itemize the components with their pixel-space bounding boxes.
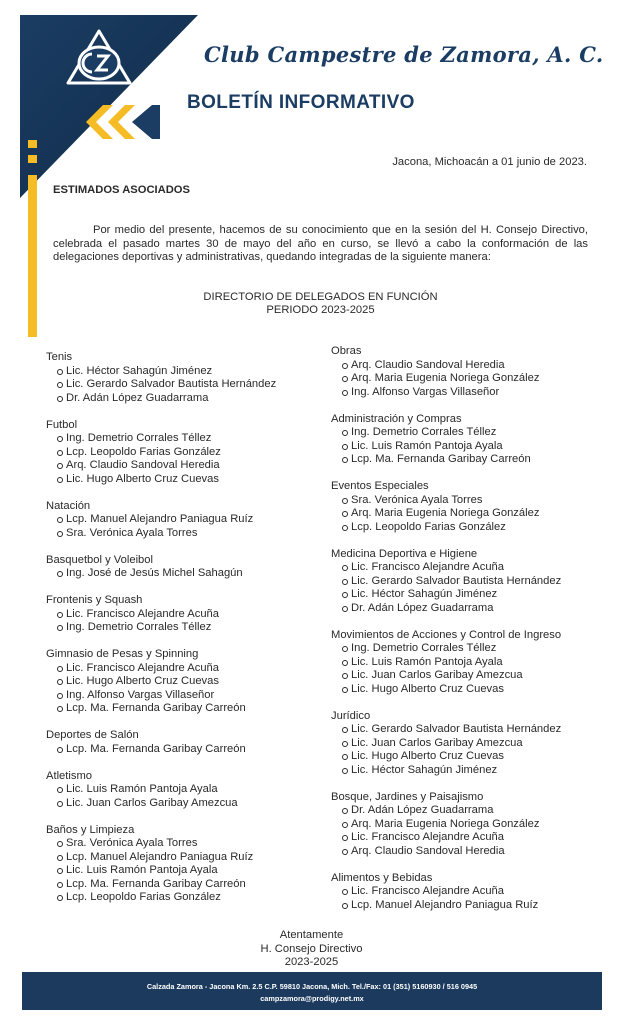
delegate-list-item: Ing. Demetrio Corrales Téllez [57,621,276,635]
delegate-list-item: Lcp. Ma. Fernanda Garibay Carreón [57,702,276,716]
delegate-list [331,885,561,912]
delegate-list-item: Lic. Francisco Alejandre Acuña [57,608,276,622]
delegate-list [46,365,276,406]
delegate-list-item: Arq. Claudio Sandoval Heredia [342,845,561,859]
intro-paragraph: Por medio del presente, hacemos de su conocimiento que en la sesión del H. Consejo Directivo, celebrada el pasado martes 30 de mayo del año en curso, se llevó a cabo la conformación de las delegaciones deportivas y administrativas, quedando integradas de la siguiente manera: [53,224,588,263]
directory-period: PERIODO 2023-2025 [266,304,375,316]
closing-period: 2023-2025 [284,956,339,968]
closing-line: Atentamente [279,929,344,941]
directory-title: DIRECTORIO DE DELEGADOS EN FUNCIÓN [203,291,438,303]
bulletin-title: BOLETÍN INFORMATIVO [187,92,415,113]
delegate-list [46,837,276,905]
delegate-list [46,608,276,635]
footer-bar [22,972,602,1010]
delegate-list-item: Lic. Hugo Alberto Cruz Cuevas [57,675,276,689]
delegate-list-item: Arq. Claudio Sandoval Heredia [342,359,561,373]
delegation-name: Futbol [46,418,78,431]
delegation-group [331,791,561,859]
closing-signature: H. Consejo Directivo [260,942,363,955]
delegate-list-item: Lcp. Manuel Alejandro Paniagua Ruíz [57,513,276,527]
delegation-group [46,770,276,811]
delegate-list-item: Lic. Gerardo Salvador Bautista Hernández [342,575,561,589]
delegate-list [331,561,561,615]
delegate-list [331,426,561,467]
delegate-list [331,642,561,696]
delegate-list-item: Ing. Alfonso Vargas Villaseñor [342,386,561,400]
delegate-list-item: Lic. Juan Carlos Garibay Amezcua [57,797,276,811]
yellow-side-bar [28,140,37,148]
delegate-list-item: Arq. Maria Eugenia Noriega González [342,818,561,832]
delegate-list-item: Lic. Luis Ramón Pantoja Ayala [57,864,276,878]
club-name: Club Campestre de Zamora, A. C. [204,42,604,67]
delegation-name: Obras [331,345,362,357]
delegation-group [331,629,561,697]
delegation-name: Eventos Especiales [331,480,429,492]
delegate-list-item: Lic. Francisco Alejandre Acuña [342,561,561,575]
delegate-list-item: Sra. Verónica Ayala Torres [57,527,276,541]
delegate-list-item: Lic. Francisco Alejandre Acuña [57,662,276,676]
delegate-list-item: Sra. Verónica Ayala Torres [342,494,561,508]
delegate-list [46,432,276,486]
delegate-list-item: Lic. Luis Ramón Pantoja Ayala [342,656,561,670]
delegate-list-item: Ing. Demetrio Corrales Téllez [342,642,561,656]
delegate-list-item: Lic. Héctor Sahagún Jiménez [57,365,276,379]
delegation-group [331,345,561,399]
delegate-list-item: Lcp. Leopoldo Farias González [57,891,276,905]
delegation-group [331,480,561,534]
delegation-group [46,351,276,405]
delegation-name: Gimnasio de Pesas y Spinning [46,648,199,660]
delegation-name: Medicina Deportiva e Higiene [331,547,478,560]
delegation-name: Alimentos y Bebidas [331,871,433,884]
delegation-group [46,729,276,756]
delegation-group [46,500,276,541]
delegation-group [331,872,561,913]
delegation-group [331,548,561,616]
delegate-list-item: Lic. Hugo Alberto Cruz Cuevas [342,750,561,764]
delegate-list-item: Lcp. Leopoldo Farias González [57,446,276,460]
delegate-list-item: Ing. Demetrio Corrales Téllez [342,426,561,440]
letter-date: Jacona, Michoacán a 01 junio de 2023. [392,156,587,168]
delegate-list-item: Ing. José de Jesús Michel Sahagún [57,567,276,581]
delegate-list-item: Lic. Luis Ramón Pantoja Ayala [342,440,561,454]
yellow-side-bar [28,175,37,337]
delegation-group [331,413,561,467]
delegate-list [46,662,276,716]
delegate-list-item: Lcp. Ma. Fernanda Garibay Carreón [57,878,276,892]
delegation-group [46,594,276,635]
delegate-list-item: Sra. Verónica Ayala Torres [57,837,276,851]
delegation-name: Jurídico [331,709,371,722]
delegate-list-item: Dr. Adán López Guadarrama [342,602,561,616]
right-delegations-column [331,345,561,926]
delegate-list [46,783,276,810]
delegate-list-item: Lcp. Ma. Fernanda Garibay Carreón [342,453,561,467]
delegate-list [331,723,561,777]
delegate-list-item: Lcp. Manuel Alejandro Paniagua Ruíz [57,851,276,865]
delegation-name: Baños y Limpieza [46,823,135,836]
footer-address: Calzada Zamora - Jacona Km. 2.5 C.P. 59810 Jacona, Mich. Tel./Fax: 01 (351) 5160930 / 516 0945 [146,982,478,991]
delegate-list [331,359,561,400]
delegate-list [46,513,276,540]
delegate-list [331,494,561,535]
delegate-list-item: Ing. Alfonso Vargas Villaseñor [57,689,276,703]
delegate-list-item: Lcp. Ma. Fernanda Garibay Carreón [57,743,276,757]
delegation-name: Tenis [46,351,73,363]
delegate-list-item: Lcp. Leopoldo Farias González [342,521,561,535]
delegation-group [46,824,276,905]
delegate-list-item: Dr. Adán López Guadarrama [342,804,561,818]
delegation-group [46,648,276,716]
delegate-list-item: Arq. Claudio Sandoval Heredia [57,459,276,473]
delegate-list-item: Lic. Héctor Sahagún Jiménez [342,764,561,778]
delegate-list-item: Lic. Hugo Alberto Cruz Cuevas [342,683,561,697]
delegate-list-item: Ing. Demetrio Corrales Téllez [57,432,276,446]
delegate-list-item: Arq. Maria Eugenia Noriega González [342,372,561,386]
delegate-list-item: Lic. Francisco Alejandre Acuña [342,885,561,899]
delegation-name: Administración y Compras [331,412,462,425]
delegate-list-item: Lic. Juan Carlos Garibay Amezcua [342,669,561,683]
delegate-list-item: Lic. Gerardo Salvador Bautista Hernández [57,378,276,392]
delegate-list-item: Lic. Hugo Alberto Cruz Cuevas [57,473,276,487]
delegate-list-item: Lic. Francisco Alejandre Acuña [342,831,561,845]
delegation-name: Movimientos de Acciones y Control de Ingreso [331,628,562,641]
delegation-group [331,710,561,778]
delegate-list [331,804,561,858]
chevron-arrows-decoration [86,105,161,139]
delegate-list-item: Lcp. Manuel Alejandro Paniagua Ruíz [342,899,561,913]
delegate-list [46,743,276,757]
delegate-list-item: Lic. Juan Carlos Garibay Amezcua [342,737,561,751]
delegation-group [46,554,276,581]
delegation-name: Bosque, Jardines y Paisajismo [331,790,484,803]
closing-block [0,929,623,970]
ccz-monogram-logo-icon [66,29,132,87]
delegate-list-item: Lic. Gerardo Salvador Bautista Hernández [342,723,561,737]
delegate-list-item: Arq. Maria Eugenia Noriega González [342,507,561,521]
delegation-name: Natación [46,499,91,512]
delegate-list-item: Lic. Luis Ramón Pantoja Ayala [57,783,276,797]
salutation: ESTIMADOS ASOCIADOS [53,184,190,196]
delegation-name: Frontenis y Squash [46,594,143,606]
left-delegations-column [46,351,276,918]
delegate-list [46,567,276,581]
delegate-list-item: Dr. Adán López Guadarrama [57,392,276,406]
yellow-side-bar [28,155,37,163]
delegation-group [46,419,276,487]
delegation-name: Atletismo [46,769,93,782]
delegation-name: Deportes de Salón [46,729,139,741]
delegation-name: Basquetbol y Voleibol [46,553,153,566]
delegate-list-item: Lic. Héctor Sahagún Jiménez [342,588,561,602]
footer-email[interactable]: campzamora@prodigy.net.mx [260,994,364,1003]
